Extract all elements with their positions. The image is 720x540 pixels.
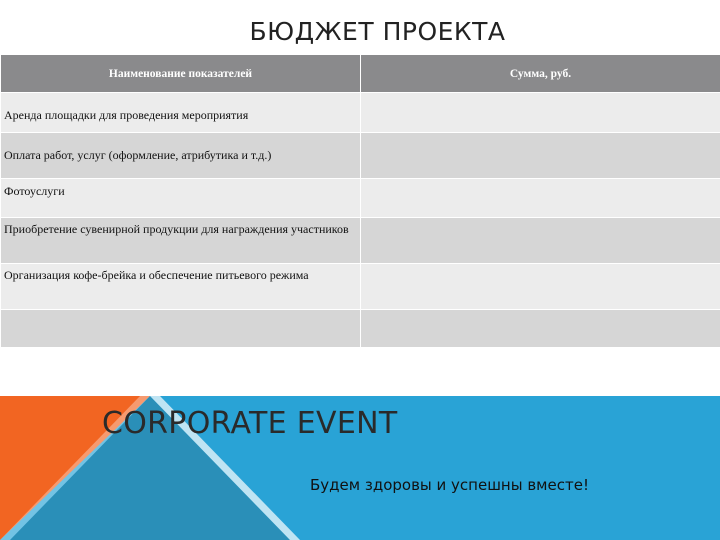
header-indicator-name: Наименование показателей <box>1 55 361 93</box>
row-name-cell: Приобретение сувенирной продукции для награждения участников <box>1 218 361 264</box>
row-amount-cell <box>361 310 720 348</box>
header-amount: Сумма, руб. <box>361 55 720 93</box>
slide-title: БЮДЖЕТ ПРОЕКТА <box>249 17 506 46</box>
table-row <box>1 93 720 133</box>
table-row <box>1 218 720 264</box>
row-amount-cell <box>361 93 720 133</box>
row-name-cell <box>1 310 361 348</box>
row-amount-cell <box>361 179 720 218</box>
row-amount-cell <box>361 218 720 264</box>
table-row <box>1 133 720 179</box>
row-name-cell: Организация кофе-брейка и обеспечение питьевого режима <box>1 264 361 310</box>
row-name-cell: Фотоуслуги <box>1 179 361 218</box>
table-row <box>1 264 720 310</box>
table-header-row <box>1 55 720 93</box>
table-row <box>1 179 720 218</box>
table-row <box>1 310 720 348</box>
row-name-cell: Оплата работ, услуг (оформление, атрибутика и т.д.) <box>1 133 361 179</box>
banner-slogan: Будем здоровы и успешны вместе! <box>310 476 589 494</box>
row-amount-cell <box>361 264 720 310</box>
budget-table <box>0 54 720 348</box>
row-name-cell: Аренда площадки для проведения мероприятия <box>1 93 361 133</box>
banner-title: CORPORATE EVENT <box>102 406 398 441</box>
row-amount-cell <box>361 133 720 179</box>
